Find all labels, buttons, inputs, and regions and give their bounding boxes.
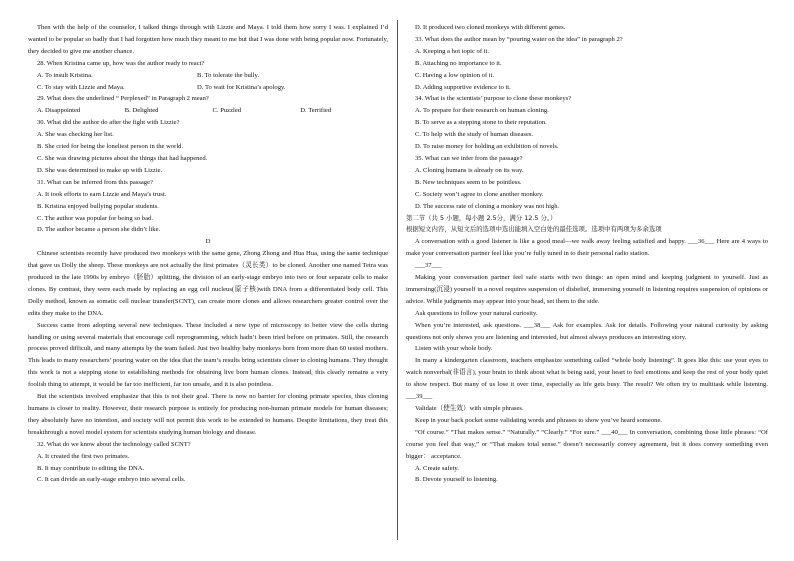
passage-e-intro: A conversation with a good listener is like a good meal—we walk away feeling satisfied and happy. ___36___ Here are 4 ways to make your conversation partner feel like you’re fully tuned in to their personal radio station. [406,238,768,258]
option-29b: B. Delighted [124,107,159,115]
option-33c: C. Having a low opinion of it. [415,71,495,79]
option-30b: B. She cried for being the loneliest person in the world. [37,143,184,151]
option-30a: A. She was checking her list. [37,131,114,139]
passage-d-heading: D [205,238,211,246]
question-28-options-cd [28,82,388,94]
right-column [406,22,768,486]
option-33a: A. Keeping a hot topic of it. [415,47,489,55]
passage-d-paragraph-2: Success came from adopting several new techniques. These included a new type of microscopy to better view the cells during handling or using several materials that encourage cell reprogramming, which hadn’t been tried before on primates. Still, the research process proved difficult, and many attempts by the team failed. Just two healthy baby monkeys born from more than 60 tested mothers. This leads to many researchers’ pouring water on the idea that the team’s results bring scientists closer to cloning humans. They thought this work is not a stepping stone to establishing methods for obtaining live born human clones. Instead, this clearly remains a very foolish thing to attempt, it would be far too inefficient, far too unsafe, and it is also pointless. [28,321,388,389]
option-29a: A. Disappointed [37,107,81,115]
section-title: 第二节（共 5 小题，每小题 2.5分，满分 12.5 分。） [406,213,557,222]
passage-c-last-paragraph: Then with the help of the counselor, I talked things through with Lizzie and Maya. I told them how sorry I was. I explained I’d wanted to be popular so badly that I had forgotten how much they meant to me but that I was done with being popular now. Fortunately, they decided to give me another chance. [28,24,388,55]
option-33b: B. Attaching no importance to it. [415,59,502,67]
option-30d: D. She was determined to make up with Lizzie. [37,166,163,174]
question-33: 33. What does the author mean by “pouring water on the idea” in paragraph 2? [415,35,623,43]
option-28b: B. To tolerate the bully. [197,71,259,79]
question-28: 28. When Kristina came up, how was the author ready to react? [37,59,205,67]
option-b: B. Devote yourself to listening. [415,476,498,484]
question-28-options-ab [28,70,388,82]
option-34b: B. To serve as a stepping stone to their reputation. [415,119,547,127]
option-32b: B. It may contribute to editing the DNA. [37,464,145,472]
option-35c: C. Society won’t agree to clone another monkey. [415,190,544,198]
passage-d-paragraph-1: Chinese scientists recently have produced two monkeys with the same gene, Zhong Zhong and Hua Hua, using the same technique that gave us Dolly the sheep. These monkeys are not actually the first primates（灵长类）to be cloned. Another one named Tetra was produced in the late 1990s by embryo（胚胎）splitting, the division of an early-stage embryo into two or four separate cells to make clones. By contrast, they were each made by replacing an egg cell nucleus(原子核)with DNA from a differentiated body cell. This Dolly method, known as somatic cell nuclear transfer(SCNT), can create more clones and allows researchers greater control over the edits they make to the DNA. [28,250,388,317]
question-29: 29. What does the underlined “ Perplexed” in Paragraph 2 mean? [37,95,209,103]
option-31a: A. It took efforts to earn Lizzie and Maya’s trust. [37,190,167,198]
question-32: 32. What do we know about the technology called SCNT? [37,440,191,448]
option-31d: D. The author became a person she didn’t like. [37,226,161,234]
passage-e-validate-2: “Of course.” “That makes sense.” “Naturally.” “Clearly.” “For sure.” ___40___ In conversation, combining those little phrases: “Of course you feel that way,” or “That makes total sense.” doesn’t necessarily convey agreement, but it does convey something even bigger： acceptance. [406,428,768,460]
option-29d: D. Terrified [300,107,332,115]
option-31b: B. Kristina enjoyed bullying popular students. [37,202,159,210]
passage-e-curiosity: When you’re interested, ask questions. ___38___ Ask for examples. Ask for details. Following your natural curiosity by asking questions not only shows you are listening and interested, but almost always produces an interesting story. [406,321,768,341]
passage-e-safety: Making your conversation partner feel safe starts with two things: an open mind and keeping judgment to yourself. Just as immersing(沉浸) yourself in a novel requires suspension of disbelief, immersing yourself in listening requires suspension of opinions or advice. While judgments may appear into your head, set them to the side. [406,274,768,305]
passage-e-whole-body: In many a kindergarten classroom, teachers emphasize something called “whole body listening”. It goes like this: use your eyes to watch nonverbal(非语言), your brain to think about what is being said, your heart to feel emotions and keep the rest of your body quiet to show respect. But many of us lose it over time, especially as life gets busy. The result? We often try to multitask while listening. ___39___ [406,357,768,401]
column-divider [397,20,398,540]
heading-curiosity: Ask questions to follow your natural curiosity. [415,309,538,317]
option-33d: D. Adding supportive evidence to it. [415,83,511,91]
option-34c: C. To help with the study of human diseases. [415,131,534,139]
passage-d-paragraph-3: But the scientists involved emphasize that this is not their goal. There is now no barrier for cloning primate species, thus cloning humans is closer to reality. However, their research purpose is entirely for producing non-human primate models for human diseases; they absolutely have no intention, and society will not permit this work to be extended to humans. Despite limitations, they treat this breakthrough a novel model system for scientists studying human biology and disease. [28,393,388,436]
option-31c: C. The author was popular for being so bad. [37,214,153,222]
option-32c: C. It can divide an early-stage embryo into several cells. [37,476,186,484]
question-34: 34. What is the scientists’ purpose to clone these monkeys? [415,95,572,103]
option-a: A. Create safety. [415,464,459,472]
option-34d: D. To raise money for holding an exhibition of novels. [415,143,559,151]
option-28a: A. To insult Kristina. [37,71,93,79]
option-29c: C. Puzzled [212,107,242,115]
passage-e-validate-1: Keep in your back pocket some validating words and phrases to show you’ve heard someone. [415,416,663,424]
option-28c: C. To stay with Lizzie and Maya. [37,83,125,91]
option-34a: A. To prepare for their research on human cloning. [415,107,549,115]
option-28d: D. To wait for Kristina’s apology. [197,83,286,91]
option-30c: C. She was drawing pictures about the things that had happened. [37,154,208,162]
heading-whole-body: Listen with your whole body. [415,345,493,353]
option-35b: B. New techniques seem to be pointless. [415,178,522,186]
left-column [28,22,388,486]
option-35a: A. Cloning humans is already on its way. [415,166,524,174]
heading-validate: Validate（使生效）with simple phrases. [415,405,524,412]
option-35d: D. The success rate of cloning a monkey was not high. [415,202,560,210]
question-35: 35. What can we infer from the passage? [415,154,523,162]
question-29-options [28,105,388,117]
section-instructions: 根据短文内容，从短文后的选项中选出能填入空白处的最佳选项。选项中有两项为多余选项 [406,225,662,234]
question-31: 31. What can be inferred from this passage? [37,178,153,186]
question-30: 30. What did the author do after the fight with Lizzie? [37,119,180,127]
option-32d: D. It produced two cloned monkeys with different genes. [415,24,566,31]
option-32a: A. It created the first two primates. [37,452,130,460]
blank-37: ___37___ [415,262,442,270]
